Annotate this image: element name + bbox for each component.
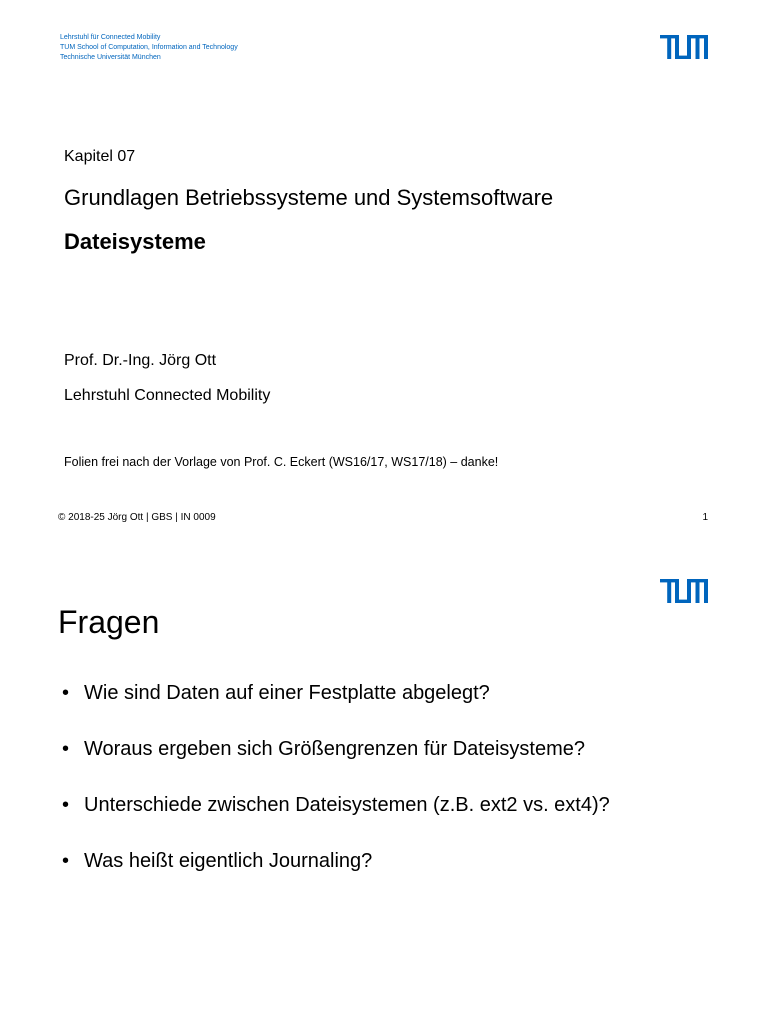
affiliation-line: Lehrstuhl für Connected Mobility: [60, 34, 161, 41]
question-list: [62, 682, 610, 906]
question-text: Unterschiede zwischen Dateisystemen (z.B. ext2 vs. ext4)?: [84, 794, 610, 816]
list-item: [62, 850, 610, 906]
page-number: 1: [702, 512, 708, 523]
questions-slide: [0, 512, 768, 1024]
course-title: Grundlagen Betriebssysteme und Systemsoftware: [64, 185, 554, 210]
list-item: [62, 682, 610, 738]
affiliation-line: TUM School of Computation, Information and Technology: [60, 44, 238, 51]
credit-note: Folien frei nach der Vorlage von Prof. C. Eckert (WS16/17, WS17/18) – danke!: [64, 455, 499, 469]
question-text: Woraus ergeben sich Größengrenzen für Dateisysteme?: [84, 738, 585, 760]
slide-title: Fragen: [58, 604, 160, 640]
bullet-icon: •: [62, 738, 70, 760]
tum-logo-icon: [660, 35, 708, 59]
affiliation-block: [60, 33, 238, 63]
bullet-icon: •: [62, 682, 70, 704]
affiliation-line: Technische Universität München: [60, 54, 161, 61]
topic-title: Dateisysteme: [64, 229, 206, 254]
author-name: Prof. Dr.-Ing. Jörg Ott: [64, 352, 217, 369]
tum-logo: [660, 35, 708, 59]
tum-logo-icon: [660, 579, 708, 603]
list-item: [62, 738, 610, 794]
list-item: [62, 794, 610, 850]
slide-footer: © 2018-25 Jörg Ott | GBS | IN 0009: [58, 512, 216, 523]
tum-logo: [660, 579, 708, 603]
question-text: Wie sind Daten auf einer Festplatte abgelegt?: [84, 682, 490, 704]
question-text: Was heißt eigentlich Journaling?: [84, 850, 373, 872]
chair-name: Lehrstuhl Connected Mobility: [64, 387, 271, 404]
bullet-icon: •: [62, 794, 70, 816]
chapter-label: Kapitel 07: [64, 148, 136, 165]
bullet-icon: •: [62, 850, 70, 872]
